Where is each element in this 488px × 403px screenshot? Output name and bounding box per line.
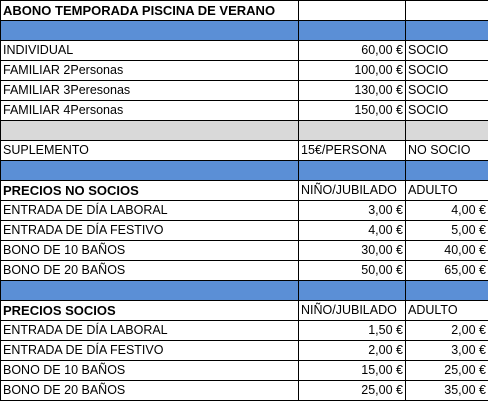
column-header-adult[interactable]: ADULTO [406, 181, 488, 201]
row-label[interactable]: INDIVIDUAL [1, 41, 299, 61]
row-label[interactable]: BONO DE 10 BAÑOS [1, 241, 299, 261]
band-cell[interactable] [1, 21, 299, 41]
child-price-cell[interactable]: 4,00 € [299, 221, 406, 241]
adult-price-cell[interactable]: 3,00 € [406, 341, 488, 361]
table-row [1, 321, 488, 341]
table-row [1, 341, 488, 361]
type-cell[interactable]: SOCIO [406, 101, 488, 121]
band-cell[interactable] [406, 281, 488, 301]
row-label[interactable]: FAMILIAR 3Peresonas [1, 81, 299, 101]
band-cell[interactable] [1, 281, 299, 301]
table-row [1, 221, 488, 241]
table-row [1, 81, 488, 101]
band-cell[interactable] [299, 121, 406, 141]
band-cell[interactable] [406, 21, 488, 41]
separator-row [1, 21, 488, 41]
table-row [1, 381, 488, 401]
price-cell[interactable]: 100,00 € [299, 61, 406, 81]
sheet-title[interactable]: ABONO TEMPORADA PISCINA DE VERANO [1, 1, 299, 21]
row-label[interactable]: FAMILIAR 2Personas [1, 61, 299, 81]
band-cell[interactable] [1, 161, 299, 181]
table-row [1, 361, 488, 381]
child-price-cell[interactable]: 15,00 € [299, 361, 406, 381]
row-label[interactable]: BONO DE 10 BAÑOS [1, 361, 299, 381]
adult-price-cell[interactable]: 65,00 € [406, 261, 488, 281]
row-label[interactable]: BONO DE 20 BAÑOS [1, 261, 299, 281]
table-row [1, 101, 488, 121]
child-price-cell[interactable]: 50,00 € [299, 261, 406, 281]
separator-row [1, 161, 488, 181]
adult-price-cell[interactable]: 5,00 € [406, 221, 488, 241]
band-cell[interactable] [406, 161, 488, 181]
section-heading-socios[interactable]: PRECIOS SOCIOS [1, 301, 299, 321]
price-cell[interactable]: 130,00 € [299, 81, 406, 101]
row-label[interactable]: ENTRADA DE DÍA LABORAL [1, 201, 299, 221]
column-header-child[interactable]: NIÑO/JUBILADO [299, 181, 406, 201]
adult-price-cell[interactable]: 25,00 € [406, 361, 488, 381]
type-cell[interactable]: SOCIO [406, 61, 488, 81]
adult-price-cell[interactable]: 4,00 € [406, 201, 488, 221]
table-row [1, 201, 488, 221]
band-cell[interactable] [299, 281, 406, 301]
band-cell[interactable] [299, 21, 406, 41]
type-cell[interactable]: SOCIO [406, 81, 488, 101]
adult-price-cell[interactable]: 40,00 € [406, 241, 488, 261]
child-price-cell[interactable]: 30,00 € [299, 241, 406, 261]
child-price-cell[interactable]: 3,00 € [299, 201, 406, 221]
row-label[interactable]: FAMILIAR 4Personas [1, 101, 299, 121]
price-cell[interactable]: 15€/PERSONA [299, 141, 406, 161]
suplemento-row [1, 141, 488, 161]
section-header-row [1, 181, 488, 201]
row-label[interactable]: ENTRADA DE DÍA FESTIVO [1, 341, 299, 361]
price-cell[interactable]: 60,00 € [299, 41, 406, 61]
separator-row [1, 281, 488, 301]
separator-row [1, 121, 488, 141]
child-price-cell[interactable]: 1,50 € [299, 321, 406, 341]
column-header-adult[interactable]: ADULTO [406, 301, 488, 321]
price-cell[interactable]: 150,00 € [299, 101, 406, 121]
row-label[interactable]: SUPLEMENTO [1, 141, 299, 161]
table-row [1, 261, 488, 281]
type-cell[interactable]: NO SOCIO [406, 141, 488, 161]
empty-cell[interactable] [406, 1, 488, 21]
empty-cell[interactable] [299, 1, 406, 21]
type-cell[interactable]: SOCIO [406, 41, 488, 61]
row-label[interactable]: ENTRADA DE DÍA LABORAL [1, 321, 299, 341]
section-heading-no-socios[interactable]: PRECIOS NO SOCIOS [1, 181, 299, 201]
adult-price-cell[interactable]: 35,00 € [406, 381, 488, 401]
table-row [1, 41, 488, 61]
band-cell[interactable] [299, 161, 406, 181]
adult-price-cell[interactable]: 2,00 € [406, 321, 488, 341]
section-header-row [1, 301, 488, 321]
table-row [1, 61, 488, 81]
child-price-cell[interactable]: 25,00 € [299, 381, 406, 401]
table-row [1, 241, 488, 261]
title-row [1, 1, 488, 21]
column-header-child[interactable]: NIÑO/JUBILADO [299, 301, 406, 321]
row-label[interactable]: BONO DE 20 BAÑOS [1, 381, 299, 401]
child-price-cell[interactable]: 2,00 € [299, 341, 406, 361]
band-cell[interactable] [1, 121, 299, 141]
band-cell[interactable] [406, 121, 488, 141]
row-label[interactable]: ENTRADA DE DÍA FESTIVO [1, 221, 299, 241]
